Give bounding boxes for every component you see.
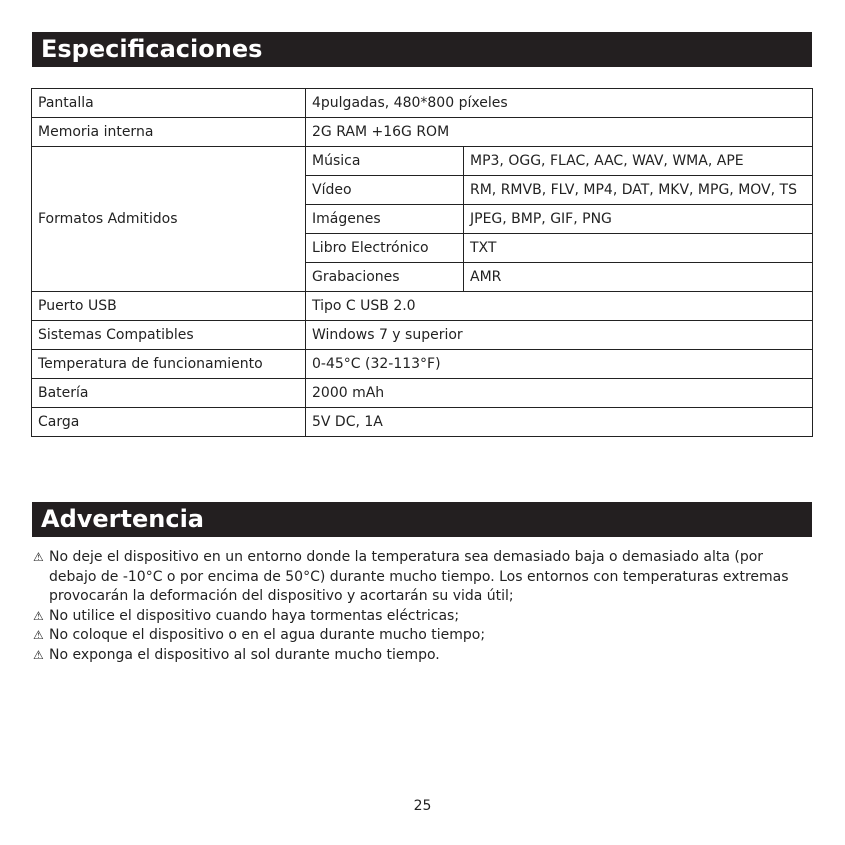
spec-label: Memoria interna [32,118,306,147]
list-item [33,626,813,646]
format-type: Imágenes [306,205,464,234]
warning-triangle-icon: ⚠ [33,647,44,662]
spec-value: 0-45°C (32-113°F) [306,350,813,379]
spec-value: Windows 7 y superior [306,321,813,350]
format-value: AMR [464,263,813,292]
format-type: Vídeo [306,176,464,205]
spec-value: 2G RAM +16G ROM [306,118,813,147]
spec-label: Pantalla [32,89,306,118]
format-type: Libro Electrónico [306,234,464,263]
spec-value: Tipo C USB 2.0 [306,292,813,321]
warning-triangle-icon: ⚠ [33,550,44,564]
format-value: TXT [464,234,813,263]
spec-label: Carga [32,408,306,437]
warning-triangle-icon: ⚠ [33,628,44,642]
format-value: JPEG, BMP, GIF, PNG [464,205,813,234]
spec-section-title: Especificaciones [32,32,812,67]
spec-table [31,88,813,437]
format-value: RM, RMVB, FLV, MP4, DAT, MKV, MPG, MOV, TS [464,176,813,205]
format-type: Grabaciones [306,263,464,292]
list-item [33,646,813,666]
table-row [32,379,813,408]
format-type: Música [306,147,464,176]
warning-section-title: Advertencia [32,502,812,537]
warning-text: No utilice el dispositivo cuando haya tormentas eléctricas; [49,607,460,624]
table-row [32,321,813,350]
spec-value: 5V DC, 1A [306,408,813,437]
table-row [32,292,813,321]
warning-text: No exponga el dispositivo al sol durante mucho tiempo. [49,646,440,663]
list-item [33,548,813,607]
warning-triangle-icon: ⚠ [33,608,44,623]
spec-label: Batería [32,379,306,408]
format-value: MP3, OGG, FLAC, AAC, WAV, WMA, APE [464,147,813,176]
table-row [32,118,813,147]
table-row [32,89,813,118]
spec-label: Temperatura de funcionamiento [32,350,306,379]
page-number: 25 [413,798,432,814]
table-row [32,350,813,379]
spec-label: Formatos Admitidos [32,147,306,292]
list-item [33,607,813,627]
spec-value: 4pulgadas, 480*800 píxeles [306,89,813,118]
spec-label: Puerto USB [32,292,306,321]
table-row [32,147,813,176]
warning-list [33,548,813,665]
warning-text: No deje el dispositivo en un entorno donde la temperatura sea demasiado baja o demasiado alta (por debajo de -10°C o por encima de 50°C) durante mucho tiempo. Los entornos con temperaturas extremas provocarán la deformación del dispositivo y acortarán su vida útil; [49,549,789,604]
spec-label: Sistemas Compatibles [32,321,306,350]
warning-text: No coloque el dispositivo o en el agua durante mucho tiempo; [49,627,486,643]
spec-value: 2000 mAh [306,379,813,408]
table-row [32,408,813,437]
